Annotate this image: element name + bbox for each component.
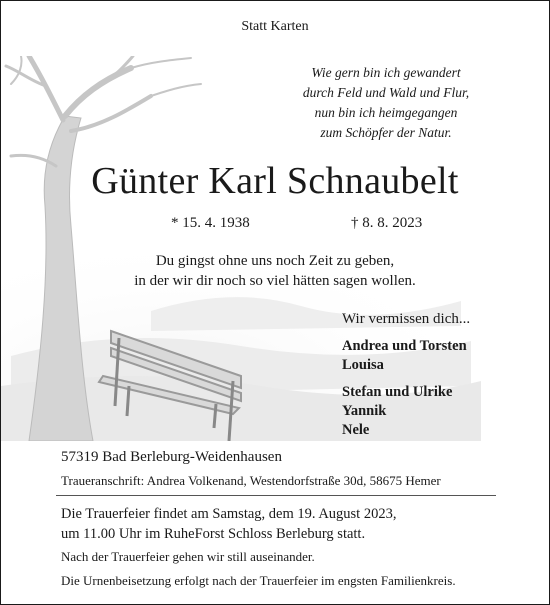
quote-line: in der wir dir noch so viel hätten sagen wollen.: [134, 273, 416, 289]
poem-line: durch Feld und Wald und Flur,: [302, 85, 470, 100]
family-member: Yannik: [342, 403, 387, 419]
birth-date: * 15. 4. 1938: [171, 215, 250, 231]
family-member: Andrea und Torsten: [342, 338, 467, 354]
urn-burial-note: Die Urnenbeisetzung erfolgt nach der Trauerfeier im engsten Familienkreis.: [61, 573, 456, 588]
poem: [251, 63, 521, 143]
ceremony-line: Die Trauerfeier findet am Samstag, dem 19. August 2023,: [61, 506, 397, 522]
ceremony-info: [61, 504, 396, 544]
miss-you-line: Wir vermissen dich...: [342, 311, 471, 327]
after-ceremony-note: Nach der Trauerfeier gehen wir still auseinander.: [61, 549, 315, 564]
deceased-name: Günter Karl Schnaubelt: [91, 160, 459, 202]
place-address: 57319 Bad Berleburg-Weidenhausen: [61, 449, 282, 465]
family-group-1: [342, 337, 467, 375]
poem-line: zum Schöpfer der Natur.: [320, 125, 452, 140]
family-member: Louisa: [342, 357, 384, 373]
family-group-2: [342, 383, 452, 440]
mourning-address: Traueranschrift: Andrea Volkenand, Westendorfstraße 30d, 58675 Hemer: [61, 473, 441, 488]
divider: [56, 495, 496, 496]
quote-line: Du gingst ohne uns noch Zeit zu geben,: [155, 253, 395, 269]
family-member: Nele: [342, 422, 370, 438]
poem-line: Wie gern bin ich gewandert: [311, 65, 461, 80]
poem-line: nun bin ich heimgegangen: [314, 105, 458, 120]
statt-karten-header: Statt Karten: [241, 19, 309, 34]
ceremony-line: um 11.00 Uhr im RuheForst Schloss Berleburg statt.: [61, 526, 366, 542]
farewell-quote: [1, 251, 549, 291]
family-member: Stefan und Ulrike: [342, 384, 453, 400]
death-date: † 8. 8. 2023: [351, 215, 423, 231]
